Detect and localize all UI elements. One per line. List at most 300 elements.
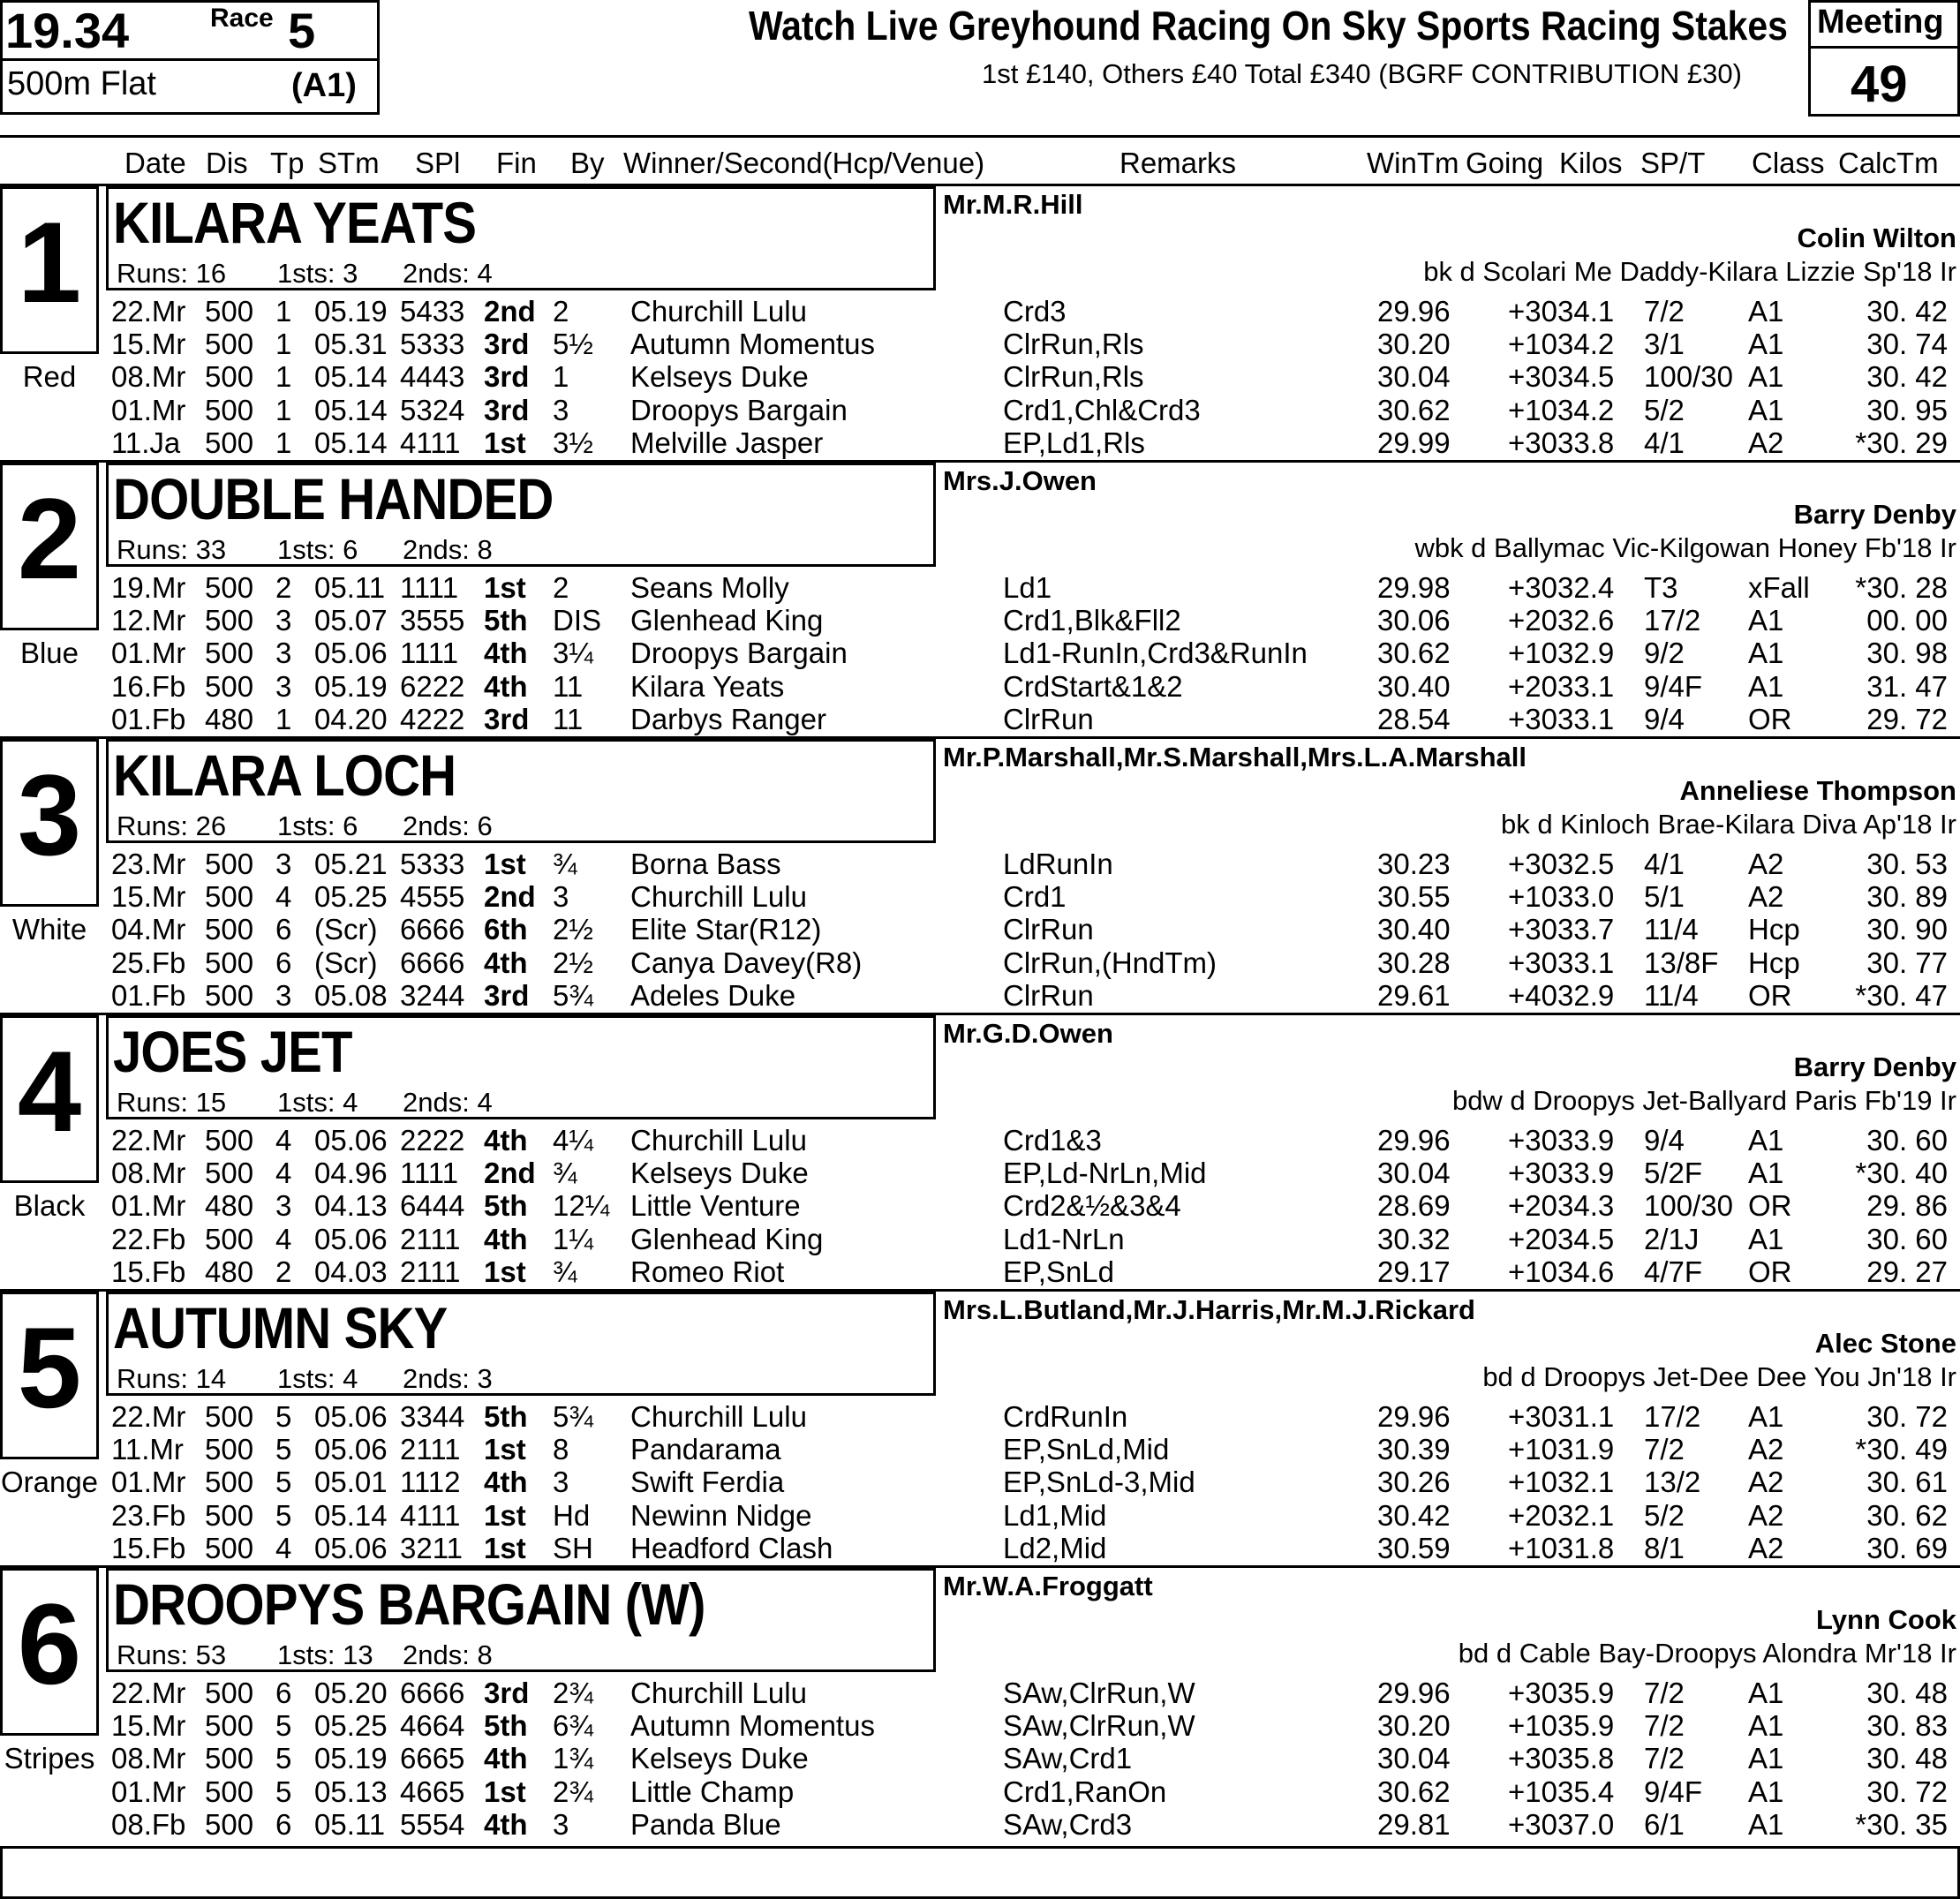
- form-dis: 500: [205, 1223, 254, 1255]
- form-kilos: 31.1: [1557, 1400, 1615, 1433]
- form-fin: 4th: [484, 1742, 528, 1775]
- form-by: 8: [553, 1433, 569, 1466]
- form-remarks: SAw,Crd1: [1003, 1742, 1133, 1775]
- trap-number: 1: [17, 198, 82, 327]
- form-kilos: 35.9: [1557, 1709, 1615, 1742]
- form-sp: 7/2: [1644, 1677, 1685, 1709]
- form-remarks: Crd1,RanOn: [1003, 1775, 1167, 1808]
- form-stm: 04.03: [314, 1255, 388, 1288]
- form-trap: 6: [275, 1808, 292, 1841]
- form-spl: 6666: [400, 946, 465, 979]
- form-dis: 500: [205, 426, 254, 459]
- form-class: A2: [1748, 1433, 1784, 1466]
- form-calctm: 30. 90: [1866, 913, 1948, 946]
- runner-block: [0, 1289, 1960, 1565]
- form-going: +30: [1508, 1400, 1557, 1433]
- form-spl: 1111: [400, 1157, 459, 1189]
- form-stm: 05.19: [314, 670, 388, 703]
- form-row: [0, 1742, 1960, 1775]
- col-kilos: Kilos: [1559, 147, 1623, 179]
- form-class: A1: [1748, 1742, 1784, 1775]
- form-wintm: 30.04: [1377, 1742, 1451, 1775]
- form-winner: Swift Ferdia: [630, 1466, 785, 1498]
- form-wintm: 30.42: [1377, 1499, 1451, 1532]
- form-trap: 1: [275, 703, 292, 735]
- form-kilos: 34.1: [1557, 295, 1615, 328]
- form-dis: 500: [205, 1775, 254, 1808]
- form-remarks: ClrRun: [1003, 979, 1094, 1012]
- form-class: OR: [1748, 1255, 1792, 1288]
- form-trap: 6: [275, 1677, 292, 1709]
- form-row: [0, 979, 1960, 1012]
- form-wintm: 30.04: [1377, 360, 1451, 393]
- form-calctm: *30. 35: [1855, 1808, 1948, 1841]
- form-kilos: 32.5: [1557, 848, 1615, 880]
- form-by: 5½: [553, 328, 593, 360]
- form-class: OR: [1748, 979, 1792, 1012]
- form-date: 01.Fb: [111, 703, 186, 735]
- form-date: 04.Mr: [111, 913, 186, 946]
- trainer: Colin Wilton: [1797, 222, 1956, 253]
- form-by: 1¾: [553, 1742, 593, 1775]
- form-going: +20: [1508, 1499, 1557, 1532]
- form-by: SH: [553, 1532, 593, 1564]
- race-grade: (A1): [291, 67, 357, 104]
- form-row: [0, 946, 1960, 979]
- form-remarks: EP,SnLd,Mid: [1003, 1433, 1170, 1466]
- form-row: [0, 1124, 1960, 1157]
- form-date: 08.Mr: [111, 1157, 186, 1189]
- form-class: A1: [1748, 1775, 1784, 1808]
- form-spl: 2111: [400, 1433, 461, 1466]
- dog-name: KILARA YEATS: [113, 190, 477, 255]
- form-stm: 05.14: [314, 1499, 388, 1532]
- form-winner: Churchill Lulu: [630, 880, 807, 913]
- form-trap: 6: [275, 913, 292, 946]
- form-remarks: Crd1: [1003, 880, 1067, 913]
- form-going: +20: [1508, 604, 1557, 637]
- form-by: ¾: [553, 848, 577, 880]
- form-row: [0, 1223, 1960, 1255]
- form-date: 15.Mr: [111, 1709, 186, 1742]
- form-stm: 05.25: [314, 1709, 388, 1742]
- form-trap: 1: [275, 394, 292, 426]
- form-winner: Autumn Momentus: [630, 1709, 875, 1742]
- form-sp: 13/8F: [1644, 946, 1719, 979]
- form-class: A1: [1748, 1124, 1784, 1157]
- form-date: 15.Fb: [111, 1255, 186, 1288]
- runner-block: [0, 1013, 1960, 1289]
- form-trap: 5: [275, 1400, 292, 1433]
- form-stm: (Scr): [314, 913, 378, 946]
- form-dis: 500: [205, 1157, 254, 1189]
- form-class: OR: [1748, 1189, 1792, 1222]
- form-stm: 04.13: [314, 1189, 388, 1222]
- form-date: 22.Mr: [111, 1400, 186, 1433]
- form-winner: Panda Blue: [630, 1808, 781, 1841]
- form-kilos: 33.1: [1557, 703, 1615, 735]
- form-kilos: 35.8: [1557, 1742, 1615, 1775]
- form-spl: 4111: [400, 426, 461, 459]
- prize-money: 1st £140, Others £40 Total £340 (BGRF CONTRIBUTION £30): [982, 58, 1742, 89]
- form-dis: 500: [205, 328, 254, 360]
- form-dis: 500: [205, 571, 254, 604]
- form-by: 6¾: [553, 1709, 593, 1742]
- breeding: bk d Kinloch Brae-Kilara Diva Ap'18 Ir: [1501, 809, 1956, 840]
- form-fin: 1st: [484, 571, 526, 604]
- form-sp: 7/2: [1644, 1433, 1685, 1466]
- form-remarks: Ld1,Mid: [1003, 1499, 1107, 1532]
- form-dis: 500: [205, 848, 254, 880]
- form-trap: 2: [275, 1255, 292, 1288]
- form-trap: 5: [275, 1775, 292, 1808]
- form-stm: 05.06: [314, 1532, 388, 1564]
- form-remarks: SAw,ClrRun,W: [1003, 1709, 1195, 1742]
- form-wintm: 29.96: [1377, 1124, 1451, 1157]
- form-class: A1: [1748, 295, 1784, 328]
- form-stm: 05.06: [314, 1400, 388, 1433]
- form-by: Hd: [553, 1499, 591, 1532]
- form-winner: Darbys Ranger: [630, 703, 826, 735]
- form-calctm: 30. 83: [1866, 1709, 1948, 1742]
- trainer: Alec Stone: [1814, 1328, 1956, 1359]
- breeding: bdw d Droopys Jet-Ballyard Paris Fb'19 Ir: [1451, 1085, 1956, 1116]
- career-runs: Runs: 16: [117, 258, 227, 289]
- form-spl: 2111: [400, 1255, 461, 1288]
- form-by: 2½: [553, 913, 593, 946]
- form-fin: 1st: [484, 1775, 526, 1808]
- form-dis: 500: [205, 1532, 254, 1564]
- form-winner: Churchill Lulu: [630, 1677, 807, 1709]
- form-dis: 500: [205, 880, 254, 913]
- form-kilos: 37.0: [1557, 1808, 1615, 1841]
- form-row: [0, 426, 1960, 459]
- form-going: +40: [1508, 979, 1557, 1012]
- form-calctm: 31. 47: [1866, 670, 1948, 703]
- form-date: 08.Fb: [111, 1808, 186, 1841]
- form-kilos: 32.6: [1557, 604, 1615, 637]
- form-fin: 1st: [484, 1255, 526, 1288]
- form-wintm: 29.96: [1377, 1400, 1451, 1433]
- form-kilos: 33.1: [1557, 670, 1615, 703]
- form-kilos: 33.8: [1557, 426, 1615, 459]
- form-winner: Glenhead King: [630, 1223, 824, 1255]
- form-remarks: Ld1-NrLn: [1003, 1223, 1125, 1255]
- form-class: A1: [1748, 670, 1784, 703]
- trap-colour: Red: [22, 360, 77, 393]
- form-dis: 500: [205, 1466, 254, 1498]
- form-spl: 6444: [400, 1189, 465, 1222]
- form-class: A1: [1748, 328, 1784, 360]
- form-remarks: SAw,Crd3: [1003, 1808, 1133, 1841]
- form-spl: 5554: [400, 1808, 465, 1841]
- form-winner: Little Champ: [630, 1775, 795, 1808]
- form-calctm: 30. 89: [1866, 880, 1948, 913]
- form-class: A2: [1748, 1466, 1784, 1498]
- form-dis: 480: [205, 703, 254, 735]
- race-number: 5: [288, 3, 316, 58]
- form-spl: 2111: [400, 1223, 461, 1255]
- career-seconds: 2nds: 3: [403, 1363, 493, 1394]
- form-wintm: 30.62: [1377, 637, 1451, 669]
- form-sp: 2/1J: [1644, 1223, 1700, 1255]
- form-remarks: ClrRun: [1003, 703, 1094, 735]
- form-kilos: 31.9: [1557, 1433, 1615, 1466]
- form-stm: 04.20: [314, 703, 388, 735]
- form-row: [0, 913, 1960, 946]
- career-firsts: 1sts: 6: [277, 810, 358, 841]
- form-kilos: 32.1: [1557, 1466, 1615, 1498]
- owner: Mr.M.R.Hill: [943, 189, 1083, 220]
- form-class: A1: [1748, 1157, 1784, 1189]
- form-kilos: 35.4: [1557, 1775, 1615, 1808]
- form-by: 3½: [553, 426, 593, 459]
- form-trap: 1: [275, 295, 292, 328]
- form-trap: 3: [275, 1189, 292, 1222]
- form-by: DIS: [553, 604, 602, 637]
- form-going: +30: [1508, 913, 1557, 946]
- dog-name: DROOPYS BARGAIN (W): [113, 1571, 705, 1637]
- form-wintm: 28.69: [1377, 1189, 1451, 1222]
- form-fin: 4th: [484, 1466, 528, 1498]
- form-date: 12.Mr: [111, 604, 186, 637]
- form-row: [0, 670, 1960, 703]
- form-winner: Elite Star(R12): [630, 913, 822, 946]
- form-trap: 4: [275, 880, 292, 913]
- trap-number: 5: [17, 1303, 82, 1432]
- form-going: +10: [1508, 1775, 1557, 1808]
- form-date: 23.Fb: [111, 1499, 186, 1532]
- form-remarks: ClrRun: [1003, 913, 1094, 946]
- form-stm: 05.25: [314, 880, 388, 913]
- form-trap: 1: [275, 328, 292, 360]
- form-going: +30: [1508, 1124, 1557, 1157]
- form-remarks: EP,SnLd-3,Mid: [1003, 1466, 1195, 1498]
- form-spl: 4555: [400, 880, 465, 913]
- trap-colour: Orange: [0, 1466, 99, 1498]
- form-dis: 480: [205, 1189, 254, 1222]
- form-sp: 17/2: [1644, 604, 1701, 637]
- owner: Mr.G.D.Owen: [943, 1018, 1113, 1049]
- form-date: 22.Fb: [111, 1223, 186, 1255]
- form-stm: 05.06: [314, 1223, 388, 1255]
- career-seconds: 2nds: 6: [403, 810, 493, 841]
- runner-block: [0, 184, 1960, 460]
- form-dis: 500: [205, 1400, 254, 1433]
- form-by: 4¼: [553, 1124, 593, 1157]
- form-by: 5¾: [553, 1400, 593, 1433]
- form-dis: 500: [205, 1499, 254, 1532]
- form-sp: 5/1: [1644, 880, 1685, 913]
- form-sp: 4/1: [1644, 426, 1685, 459]
- form-dis: 500: [205, 394, 254, 426]
- form-class: OR: [1748, 703, 1792, 735]
- form-winner: Melville Jasper: [630, 426, 824, 459]
- form-wintm: 29.96: [1377, 295, 1451, 328]
- form-kilos: 33.7: [1557, 913, 1615, 946]
- form-spl: 6665: [400, 1742, 465, 1775]
- form-by: 2: [553, 295, 569, 328]
- form-sp: 100/30: [1644, 360, 1733, 393]
- runner-block: [0, 1565, 1960, 1842]
- form-sp: T3: [1644, 571, 1678, 604]
- form-spl: 4222: [400, 703, 465, 735]
- form-remarks: LdRunIn: [1003, 848, 1113, 880]
- trainer: Lynn Cook: [1815, 1604, 1956, 1635]
- form-calctm: 29. 86: [1866, 1189, 1948, 1222]
- form-going: +10: [1508, 1255, 1557, 1288]
- form-winner: Kelseys Duke: [630, 1742, 809, 1775]
- form-spl: 5333: [400, 328, 465, 360]
- breeding: wbk d Ballymac Vic-Kilgowan Honey Fb'18 Ir: [1414, 532, 1956, 563]
- form-row: [0, 360, 1960, 393]
- form-calctm: 30. 98: [1866, 637, 1948, 669]
- dog-name: JOES JET: [113, 1019, 352, 1084]
- form-trap: 4: [275, 1157, 292, 1189]
- career-firsts: 1sts: 4: [277, 1087, 358, 1118]
- form-class: xFall: [1748, 571, 1810, 604]
- form-row: [0, 1532, 1960, 1564]
- career-runs: Runs: 33: [117, 534, 227, 565]
- form-going: +30: [1508, 426, 1557, 459]
- form-kilos: 32.1: [1557, 1499, 1615, 1532]
- form-wintm: 30.39: [1377, 1433, 1451, 1466]
- form-spl: 4665: [400, 1775, 465, 1808]
- form-stm: 05.06: [314, 1124, 388, 1157]
- form-row: [0, 295, 1960, 328]
- form-remarks: EP,SnLd: [1003, 1255, 1115, 1288]
- form-trap: 4: [275, 1124, 292, 1157]
- form-spl: 4111: [400, 1499, 461, 1532]
- form-fin: 3rd: [484, 360, 530, 393]
- col-going: Going: [1466, 147, 1544, 179]
- form-fin: 1st: [484, 1499, 526, 1532]
- form-wintm: 30.04: [1377, 1157, 1451, 1189]
- form-fin: 3rd: [484, 979, 530, 1012]
- form-dis: 500: [205, 637, 254, 669]
- form-date: 01.Fb: [111, 979, 186, 1012]
- form-calctm: *30. 47: [1855, 979, 1948, 1012]
- form-date: 11.Mr: [111, 1433, 184, 1466]
- career-runs: Runs: 53: [117, 1639, 227, 1670]
- form-going: +20: [1508, 670, 1557, 703]
- form-class: A2: [1748, 880, 1784, 913]
- form-fin: 5th: [484, 1400, 528, 1433]
- form-by: 11: [553, 670, 584, 703]
- form-row: [0, 604, 1960, 637]
- form-wintm: 30.20: [1377, 1709, 1451, 1742]
- meeting-number: 49: [1851, 56, 1908, 113]
- form-winner: Droopys Bargain: [630, 637, 848, 669]
- form-remarks: EP,Ld-NrLn,Mid: [1003, 1157, 1207, 1189]
- form-stm: 04.96: [314, 1157, 388, 1189]
- form-wintm: 30.32: [1377, 1223, 1451, 1255]
- form-by: 5¾: [553, 979, 593, 1012]
- form-spl: 4443: [400, 360, 465, 393]
- form-fin: 4th: [484, 670, 528, 703]
- form-wintm: 30.62: [1377, 1775, 1451, 1808]
- form-stm: 05.14: [314, 394, 388, 426]
- form-spl: 5324: [400, 394, 465, 426]
- form-kilos: 34.3: [1557, 1189, 1615, 1222]
- form-fin: 3rd: [484, 1677, 530, 1709]
- col-remarks: Remarks: [1119, 147, 1237, 179]
- trap-number: 2: [17, 474, 82, 603]
- form-trap: 4: [275, 1532, 292, 1564]
- form-trap: 5: [275, 1709, 292, 1742]
- form-sp: 9/4F: [1644, 670, 1703, 703]
- form-fin: 1st: [484, 1532, 526, 1564]
- form-going: +10: [1508, 394, 1557, 426]
- form-stm: 05.19: [314, 1742, 388, 1775]
- form-winner: Churchill Lulu: [630, 1400, 807, 1433]
- form-kilos: 33.0: [1557, 880, 1615, 913]
- form-remarks: ClrRun,Rls: [1003, 328, 1144, 360]
- form-going: +10: [1508, 328, 1557, 360]
- dog-name: AUTUMN SKY: [113, 1295, 448, 1360]
- form-row: [0, 1499, 1960, 1532]
- form-kilos: 33.9: [1557, 1157, 1615, 1189]
- column-header-row: [0, 147, 1960, 182]
- form-by: 3¼: [553, 637, 593, 669]
- form-stm: 05.13: [314, 1775, 388, 1808]
- form-spl: 6222: [400, 670, 465, 703]
- form-fin: 2nd: [484, 295, 536, 328]
- form-kilos: 34.5: [1557, 1223, 1615, 1255]
- form-by: 2¾: [553, 1677, 593, 1709]
- trainer: Barry Denby: [1793, 1051, 1956, 1082]
- form-fin: 2nd: [484, 1157, 536, 1189]
- trap-colour: White: [11, 913, 87, 946]
- form-trap: 1: [275, 360, 292, 393]
- career-seconds: 2nds: 4: [403, 1087, 493, 1118]
- form-calctm: 00. 00: [1866, 604, 1948, 637]
- form-date: 25.Fb: [111, 946, 186, 979]
- form-fin: 3rd: [484, 394, 530, 426]
- form-sp: 7/2: [1644, 1742, 1685, 1775]
- form-dis: 500: [205, 1808, 254, 1841]
- form-row: [0, 1709, 1960, 1742]
- form-sp: 4/1: [1644, 848, 1685, 880]
- col-date: Date: [124, 147, 186, 179]
- form-dis: 500: [205, 1124, 254, 1157]
- form-row: [0, 1433, 1960, 1466]
- form-wintm: 29.96: [1377, 1677, 1451, 1709]
- form-class: A1: [1748, 1709, 1784, 1742]
- form-class: A1: [1748, 637, 1784, 669]
- form-spl: 6666: [400, 1677, 465, 1709]
- form-calctm: 30. 60: [1866, 1124, 1948, 1157]
- owner: Mr.P.Marshall,Mr.S.Marshall,Mrs.L.A.Marshall: [943, 742, 1527, 772]
- form-spl: 5333: [400, 848, 465, 880]
- trainer: Barry Denby: [1793, 499, 1956, 530]
- form-sp: 13/2: [1644, 1466, 1701, 1498]
- breeding: bd d Cable Bay-Droopys Alondra Mr'18 Ir: [1458, 1638, 1956, 1669]
- form-spl: 1111: [400, 571, 459, 604]
- col-stm: STm: [318, 147, 380, 179]
- form-calctm: 30. 62: [1866, 1499, 1948, 1532]
- form-winner: Headford Clash: [630, 1532, 833, 1564]
- form-spl: 3555: [400, 604, 465, 637]
- form-sp: 9/2: [1644, 637, 1685, 669]
- form-sp: 5/2: [1644, 394, 1685, 426]
- form-wintm: 30.62: [1377, 394, 1451, 426]
- form-calctm: 30. 69: [1866, 1532, 1948, 1564]
- form-date: 22.Mr: [111, 295, 186, 328]
- form-row: [0, 571, 1960, 604]
- form-remarks: ClrRun,Rls: [1003, 360, 1144, 393]
- form-fin: 1st: [484, 848, 526, 880]
